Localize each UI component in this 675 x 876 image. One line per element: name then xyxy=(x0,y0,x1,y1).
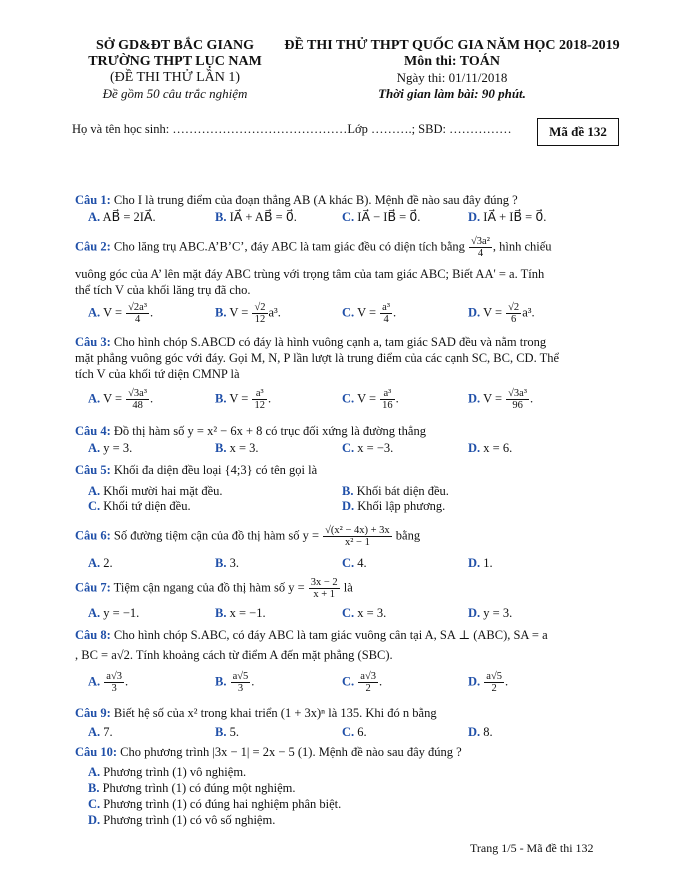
question-text: Cho lăng trụ ABC.A’B’C’, đáy ABC là tam giác đều có diện tích bằng xyxy=(110,239,469,254)
option-letter: B. xyxy=(215,556,227,570)
question-text: Số đường tiệm cận của đồ thị hàm số y = xyxy=(110,528,320,543)
option-letter: C. xyxy=(342,725,355,739)
option-c[interactable]: C. $\frac{a√3}{2}$ . xyxy=(342,671,383,694)
option-c[interactable]: C. x = −3. xyxy=(342,441,394,455)
option-b[interactable]: B. $\frac{a√5}{3}$ . xyxy=(215,671,255,694)
option-c[interactable]: C. Khối tứ diện đều. xyxy=(88,499,191,513)
question-label: Câu 1: xyxy=(75,193,111,207)
question-count: Đề gồm 50 câu trắc nghiệm xyxy=(102,86,248,101)
question-label: Câu 5: xyxy=(75,463,111,477)
question-label: Câu 9: xyxy=(75,706,111,720)
option-d[interactable]: D. Khối lập phương. xyxy=(342,499,446,513)
option-b[interactable]: B. 3. xyxy=(215,556,239,570)
question-4 xyxy=(75,424,610,439)
question-text: Cho phương trình |3x − 1| = 2x − 5 (1). Mệnh đề nào sau đây đúng ? xyxy=(117,745,462,759)
question-text: Cho I là trung điểm của đoạn thẳng AB (A khác B). Mệnh đề nào sau đây đúng ? xyxy=(110,193,518,207)
option-b[interactable]: B. Phương trình (1) có đúng một nghiệm. xyxy=(88,781,296,795)
question-2: Câu 2: Cho lăng trụ ABC.A’B’C’, đáy ABC là tam giác đều có diện tích bằng $\frac{\text{√3a²}}{4}$ , hình chiếu xyxy=(75,236,552,259)
option-letter: B. xyxy=(215,210,227,224)
option-d[interactable]: D. V = $\frac{√2}{6}$ a³. xyxy=(468,302,535,325)
question-10 xyxy=(75,745,610,760)
question-3 xyxy=(75,335,610,350)
option-letter: A. xyxy=(88,606,101,620)
exam-subject: Môn thi: TOÁN xyxy=(404,54,500,69)
option-b[interactable]: B. 5. xyxy=(215,725,239,739)
option-letter: B. xyxy=(215,606,227,620)
option-a[interactable]: A. Phương trình (1) vô nghiệm. xyxy=(88,765,247,779)
option-a[interactable]: A. 2. xyxy=(88,556,113,570)
option-letter: A. xyxy=(88,210,101,224)
question-text: Biết hệ số của x² trong khai triển (1 + 3x)ⁿ là 135. Khi đó n bằng xyxy=(110,706,437,720)
exam-code-box: Mã đề 132 xyxy=(537,118,619,146)
option-a[interactable]: A. V = $\frac{\text{√2a³}}{4}$ . xyxy=(88,302,154,325)
option-b[interactable]: B. V = $\frac{√2}{12}$ a³. xyxy=(215,302,281,325)
option-letter: B. xyxy=(215,441,227,455)
option-letter: C. xyxy=(88,797,101,811)
question-2-line-3: thể tích V của khối lăng trụ đã cho. xyxy=(75,283,251,297)
option-a[interactable]: A. y = 3. xyxy=(88,441,133,455)
option-letter: D. xyxy=(468,210,481,224)
option-a[interactable]: A. 7. xyxy=(88,725,113,739)
question-label: Câu 8: xyxy=(75,628,111,642)
option-c[interactable]: C. Phương trình (1) có đúng hai nghiệm phân biệt. xyxy=(88,797,342,811)
option-a[interactable]: A. y = −1. xyxy=(88,606,140,620)
option-d[interactable]: D. V = $\frac{\text{√3a³}}{96}$ . xyxy=(468,388,534,411)
question-text: Cho hình chóp S.ABCD có đáy là hình vuông cạnh a, tam giác SAD đều và nằm trong xyxy=(110,335,547,349)
question-3-line-3: tích V của khối tứ diện CMNP là xyxy=(75,367,240,381)
option-letter: A. xyxy=(88,484,101,498)
option-b[interactable]: B. x = −1. xyxy=(215,606,266,620)
option-letter: B. xyxy=(342,484,354,498)
school-name: TRƯỜNG THPT LỤC NAM xyxy=(88,54,262,69)
option-letter: A. xyxy=(88,556,101,570)
option-b[interactable]: B. x = 3. xyxy=(215,441,259,455)
question-label: Câu 10: xyxy=(75,745,118,759)
option-letter: A. xyxy=(88,765,101,779)
option-letter: C. xyxy=(342,210,355,224)
question-label: Câu 6: xyxy=(75,528,111,543)
question-text: Cho hình chóp S.ABC, có đáy ABC là tam giác vuông cân tại A, SA ⊥ (ABC), SA = a xyxy=(110,628,548,642)
function-fraction: $\frac{\text{√(x² − 4x) + 3x}}{\text{x² − 1}}$ xyxy=(325,525,390,548)
option-c[interactable]: C. V = $\frac{\text{a³}}{16}$ . xyxy=(342,388,399,411)
question-2-line-2: vuông góc của A’ lên mặt đáy ABC trùng với trọng tâm của tam giác ABC; Biết AA' = a. Tính xyxy=(75,267,545,281)
question-label: Câu 4: xyxy=(75,424,111,438)
area-fraction: $\frac{\text{√3a²}}{4}$ xyxy=(471,236,490,259)
option-letter: C. xyxy=(342,441,355,455)
question-8 xyxy=(75,628,610,643)
question-3-line-2: mặt phẳng vuông góc với đáy. Gọi M, N, P lần lượt là trung điểm của các cạnh SC, BC, CD. Thể xyxy=(75,351,560,365)
question-text: Tiệm cận ngang của đồ thị hàm số y = xyxy=(110,580,305,595)
option-d[interactable]: D. IA⃗ + IB⃗ = 0⃗. xyxy=(468,210,547,224)
student-info-line: Họ và tên học sinh: ……………………………………Lớp ……….; SBD: …………… xyxy=(72,122,512,136)
option-letter: B. xyxy=(215,725,227,739)
option-letter: D. xyxy=(342,499,355,513)
page-footer: Trang 1/5 - Mã đề thi 132 xyxy=(470,841,594,855)
question-label: Câu 7: xyxy=(75,580,111,595)
option-letter: C. xyxy=(342,556,355,570)
exam-date: Ngày thi: 01/11/2018 xyxy=(396,70,508,85)
exam-title: ĐỀ THI THỬ THPT QUỐC GIA NĂM HỌC 2018-2019 xyxy=(284,38,620,53)
option-c[interactable]: C. 6. xyxy=(342,725,367,739)
option-d[interactable]: D. 8. xyxy=(468,725,493,739)
question-text: Đồ thị hàm số y = x² − 6x + 8 có trục đối xứng là đường thẳng xyxy=(110,424,426,438)
option-letter: C. xyxy=(342,606,355,620)
question-text: Khối đa diện đều loại {4;3} có tên gọi là xyxy=(110,463,318,477)
question-8-line-2: , BC = a√2. Tính khoảng cách từ điểm A đến mặt phẳng (SBC). xyxy=(75,648,393,662)
option-letter: D. xyxy=(468,556,481,570)
option-letter: A. xyxy=(88,441,101,455)
department-name: SỞ GD&ĐT BẮC GIANG xyxy=(95,38,255,53)
question-6: Câu 6: Số đường tiệm cận của đồ thị hàm số y = $\frac{\text{√(x² − 4x) + 3x}}{\text{x² − 1}}$ bằng xyxy=(75,525,421,548)
question-1 xyxy=(75,193,610,208)
option-letter: D. xyxy=(468,441,481,455)
option-a[interactable]: A. $\frac{a√3}{3}$ . xyxy=(88,671,129,694)
option-letter: D. xyxy=(88,813,101,827)
exam-duration: Thời gian làm bài: 90 phút. xyxy=(378,86,526,101)
option-c[interactable]: C. x = 3. xyxy=(342,606,387,620)
question-5 xyxy=(75,463,610,478)
option-d[interactable]: D. Phương trình (1) có vô số nghiệm. xyxy=(88,813,276,827)
option-d[interactable]: D. x = 6. xyxy=(468,441,513,455)
question-9 xyxy=(75,706,610,721)
option-a[interactable]: A. V = $\frac{\text{√3a³}}{48}$ . xyxy=(88,388,154,411)
option-d[interactable]: D. y = 3. xyxy=(468,606,513,620)
exam-round: (ĐỀ THI THỬ LẦN 1) xyxy=(109,70,241,85)
option-b[interactable]: B. Khối bát diện đều. xyxy=(342,484,449,498)
option-letter: D. xyxy=(468,725,481,739)
option-letter: B. xyxy=(88,781,100,795)
question-label: Câu 3: xyxy=(75,335,111,349)
question-7: Câu 7: Tiệm cận ngang của đồ thị hàm số y = $\frac{3x - 2}{x + 1}$ là xyxy=(75,577,353,600)
option-a[interactable]: A. Khối mười hai mặt đều. xyxy=(88,484,223,498)
option-c[interactable]: C. 4. xyxy=(342,556,367,570)
option-letter: D. xyxy=(468,606,481,620)
option-b[interactable]: B. IA⃗ + AB⃗ = 0⃗. xyxy=(215,210,297,224)
option-c[interactable]: C. V = $\frac{\text{a³}}{4}$ . xyxy=(342,302,397,325)
option-letter: A. xyxy=(88,725,101,739)
option-d[interactable]: D. 1. xyxy=(468,556,493,570)
option-b[interactable]: B. V = $\frac{\text{a³}}{12}$ . xyxy=(215,388,272,411)
option-d[interactable]: D. $\frac{a√5}{2}$ . xyxy=(468,671,509,694)
question-label: Câu 2: xyxy=(75,239,111,254)
option-letter: C. xyxy=(88,499,101,513)
function-fraction: $\frac{3x - 2}{x + 1}$ xyxy=(310,577,338,600)
option-a[interactable]: A. AB⃗ = 2IA⃗. xyxy=(88,210,156,224)
option-c[interactable]: C. IA⃗ − IB⃗ = 0⃗. xyxy=(342,210,421,224)
